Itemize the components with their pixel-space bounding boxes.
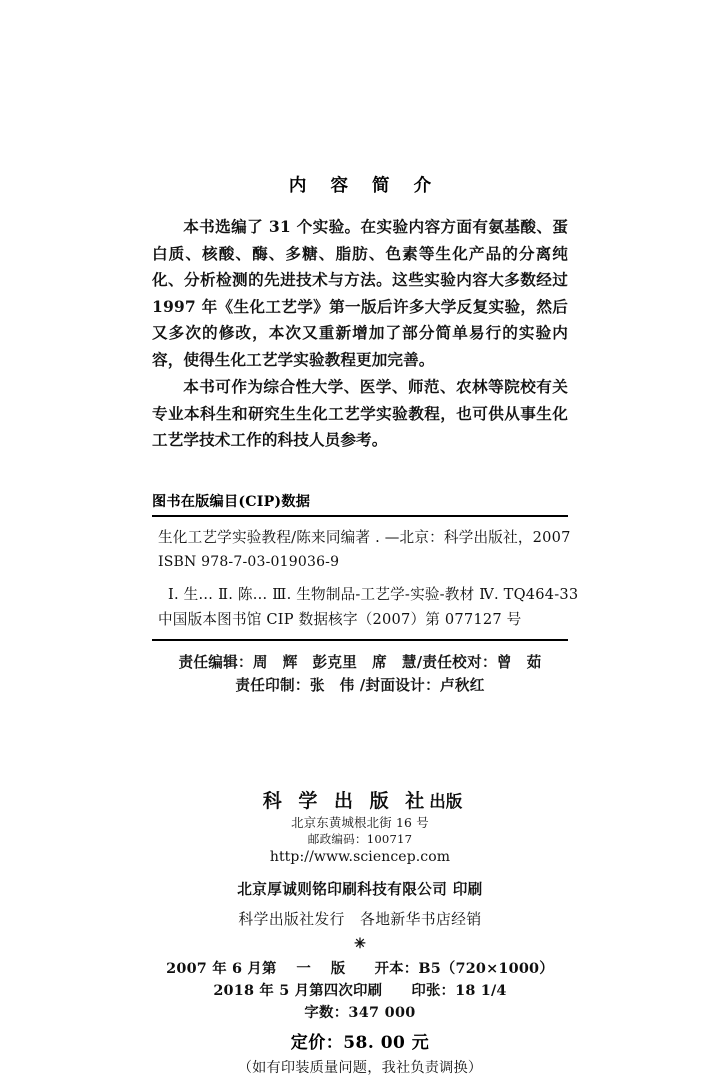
press-postal-code: 邮政编码：100717 [307, 832, 413, 847]
abstract-paragraph: 本书选编了 31 个实验。在实验内容方面有氨基酸、蛋白质、核酸、酶、多糖、脂肪、色素等生化产品的分离纯化、分析检测的先进技术与方法。这些实验内容大多数经过 1997 年《生化工艺学》第一版后许多大学反复实验，然后又多次的修改，本次又重新增加了部分简单易行的实验内容，使得生化工艺学实验教程更加完善。 [152, 217, 568, 369]
staff-credits [152, 651, 568, 697]
content-column [152, 0, 579, 1079]
abstract-body [152, 214, 568, 454]
printer-name: 北京厚诚则铭印刷科技有限公司 印刷 [237, 881, 483, 899]
distributor-line: 科学出版社发行 各地新华书店经销 [238, 911, 482, 929]
cip-rule-bottom [152, 639, 568, 641]
credit-production: 责任印制：张 伟 /封面设计：卢秋红 [235, 676, 485, 694]
cip-block [152, 492, 579, 641]
abstract-paragraph: 本书可作为综合性大学、医学、师范、农林等院校有关专业本科生和研究生生化工艺学实验教程，也可供从事生化工艺学技术工作的科技人员参考。 [152, 377, 568, 449]
credit-editors: 责任编辑：周 辉 彭克里 席 慧/责任校对：曾 茹 [178, 653, 542, 671]
press-publish-suffix: 出版 [429, 791, 463, 811]
cip-archive-number: 中国版本图书馆 CIP 数据核字（2007）第 077127 号 [158, 610, 522, 628]
cip-body [152, 517, 579, 639]
cip-classification: Ⅰ. 生… Ⅱ. 陈… Ⅲ. 生物制品-工艺学-实验-教材 Ⅳ. TQ464-33 [168, 585, 579, 603]
press-name: 科 学 出 版 社 [262, 789, 430, 812]
cip-title-statement: 生化工艺学实验教程/陈来同编著 . —北京：科学出版社，2007 [158, 528, 571, 546]
price-line: 定价：58. 00 元 [290, 1033, 430, 1054]
press-logo [152, 789, 568, 815]
press-address: 北京东黄城根北街 16 号 [291, 815, 429, 831]
warranty-note: （如有印装质量问题，我社负责调换） [237, 1060, 483, 1077]
asterisk-separator: ✳ [354, 936, 366, 953]
printing-specifications [152, 958, 568, 1024]
spec-wordcount: 字数：347 000 [304, 1004, 416, 1022]
abstract-heading: 内 容 简 介 [288, 176, 441, 196]
spec-printing: 2018 年 5 月第四次印刷 印张：18 1/4 [213, 982, 507, 1000]
publisher-imprint [152, 789, 568, 869]
cip-heading: 图书在版编目(CIP)数据 [152, 493, 311, 510]
cip-isbn: ISBN 978-7-03-019036-9 [158, 553, 340, 570]
cip-spacer [152, 575, 568, 582]
press-website-url[interactable]: http://www.sciencep.com [269, 849, 451, 866]
spec-edition: 2007 年 6 月第 一 版 开本：B5（720×1000） [166, 960, 554, 978]
